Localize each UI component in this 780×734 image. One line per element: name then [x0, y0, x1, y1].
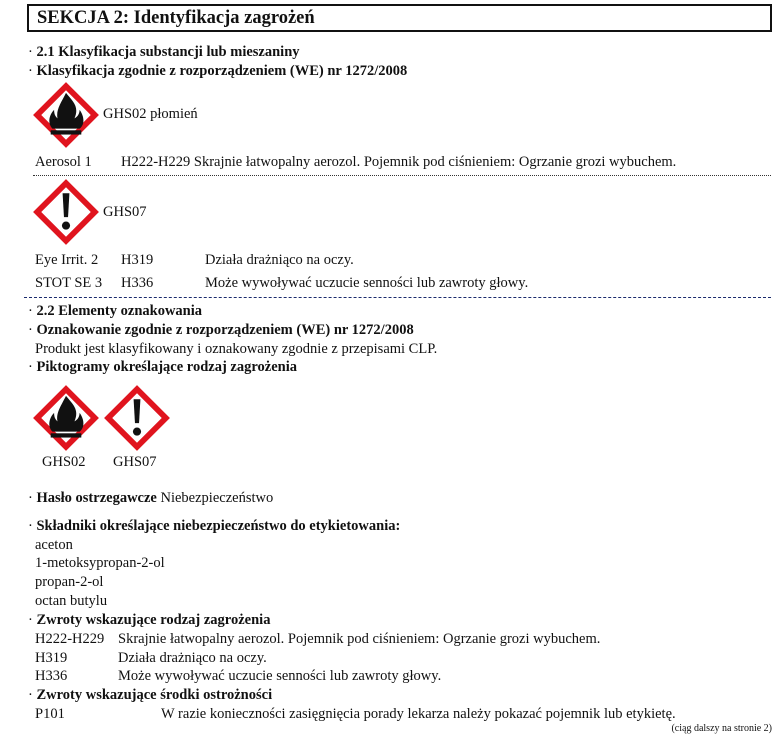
flame-icon [32, 384, 100, 452]
classification-row-text: Może wywoływać uczucie senności lub zawroty głowy. [205, 275, 529, 291]
pictogram-label-ghs02: GHS02 [42, 454, 86, 470]
exclamation-icon [103, 384, 171, 452]
classification-row: Aerosol 1 [35, 154, 92, 170]
list-item: octan butylu [35, 593, 108, 609]
classification-row-text: H222-H229 Skrajnie łatwopalny aerozol. Pojemnik pod ciśnieniem: Ogrzanie grozi wybuchem. [121, 154, 677, 170]
classification-row-cls: STOT SE 3 [35, 275, 103, 291]
subheading-2-2: · Oznakowanie zgodnie z rozporządzeniem (WE) nr 1272/2008 [28, 322, 414, 338]
pictogram-label-ghs07: GHS07 [103, 204, 147, 220]
classification-row-code: H336 [121, 275, 154, 291]
section-title: SEKCJA 2: Identyfikacja zagrożeń [37, 8, 315, 28]
continuation-note: (ciąg dalszy na stronie 2) [671, 723, 772, 734]
section-header [27, 4, 772, 32]
signal-word: · Hasło ostrzegawcze Niebezpieczeństwo [28, 490, 274, 506]
classification-row-cls: Eye Irrit. 2 [35, 252, 99, 268]
hazard-text: Skrajnie łatwopalny aerozol. Pojemnik pod ciśnieniem: Ogrzanie grozi wybuchem. [118, 631, 601, 647]
intro-text: Produkt jest klasyfikowany i oznakowany zgodnie z przepisami CLP. [35, 341, 438, 357]
classification-row-code: H319 [121, 252, 154, 268]
precaution-text: W razie konieczności zasięgnięcia porady lekarza należy pokazać pojemnik lub etykietę. [161, 706, 676, 722]
hazard-heading: · Zwroty wskazujące rodzaj zagrożenia [28, 612, 271, 628]
dashed-divider [24, 297, 771, 298]
dotted-divider [33, 175, 771, 176]
subheading-2-1: · Klasyfikacja zgodnie z rozporządzeniem (WE) nr 1272/2008 [28, 63, 408, 79]
classification-row-text: Działa drażniąco na oczy. [205, 252, 354, 268]
hazard-code: H319 [35, 650, 68, 666]
components-heading: · Składniki określające niebezpieczeństwo do etykietowania: [28, 518, 401, 534]
exclamation-icon [32, 178, 100, 246]
list-item: 1-metoksypropan-2-ol [35, 555, 165, 571]
heading-2-2: · 2.2 Elementy oznakowania [28, 303, 203, 319]
hazard-text: Może wywoływać uczucie senności lub zawroty głowy. [118, 668, 442, 684]
pictogram-label-ghs07: GHS07 [113, 454, 157, 470]
heading-2-1: · 2.1 Klasyfikacja substancji lub mieszaniny [28, 44, 300, 60]
pictograms-heading: · Piktogramy określające rodzaj zagrożenia [28, 359, 298, 375]
precaution-heading: · Zwroty wskazujące środki ostrożności [28, 687, 273, 703]
flame-icon [32, 81, 100, 149]
pictogram-label-ghs02: GHS02 płomień [103, 106, 198, 122]
hazard-code: H222-H229 [35, 631, 105, 647]
hazard-code: H336 [35, 668, 68, 684]
list-item: propan-2-ol [35, 574, 104, 590]
hazard-text: Działa drażniąco na oczy. [118, 650, 267, 666]
precaution-code: P101 [35, 706, 65, 722]
list-item: aceton [35, 537, 73, 553]
